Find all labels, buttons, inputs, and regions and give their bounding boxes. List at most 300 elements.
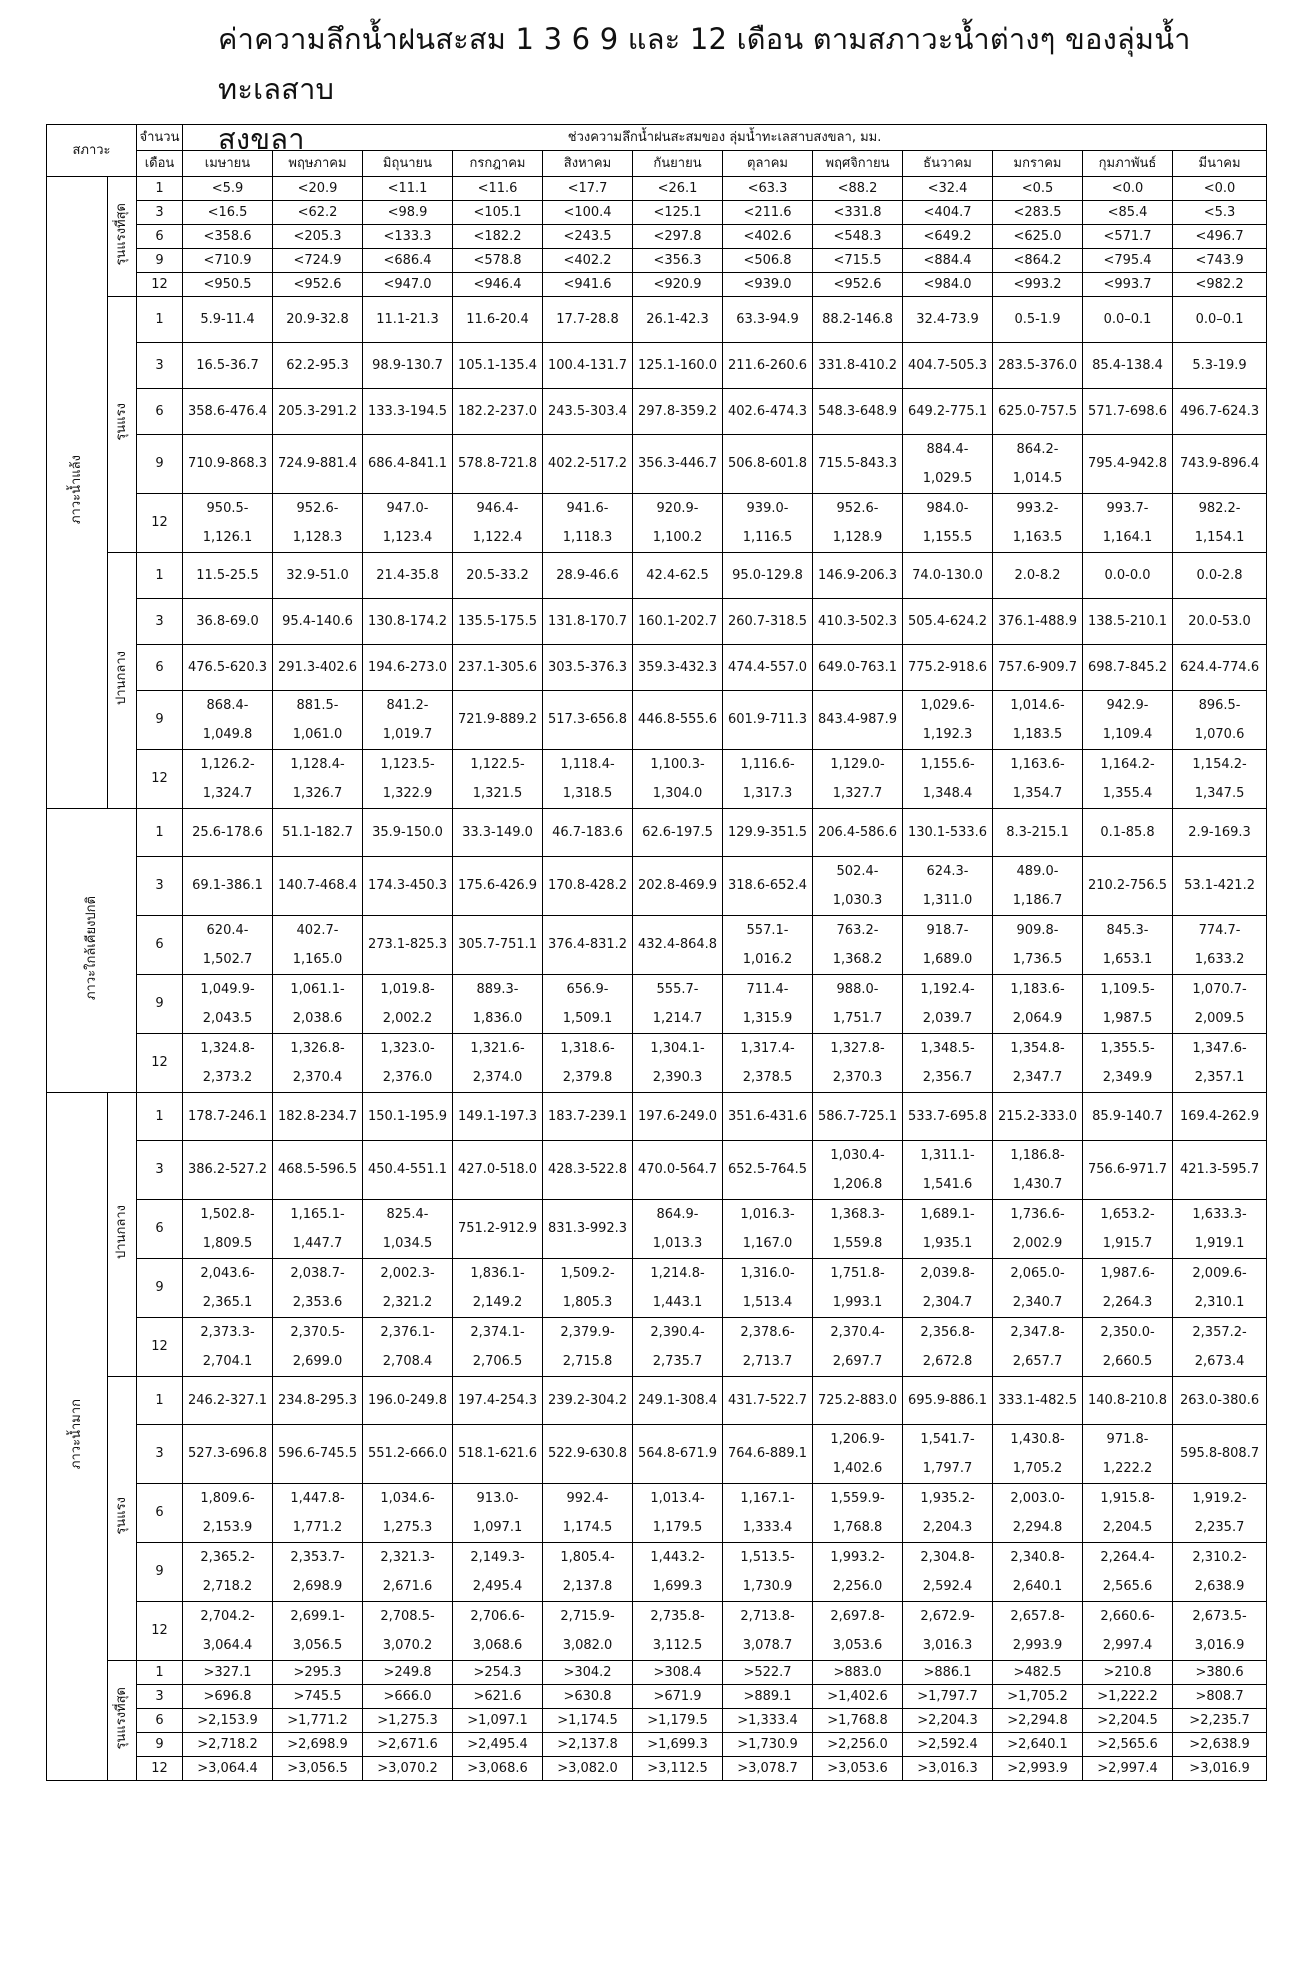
value-cell: 351.6-431.6 bbox=[723, 1093, 813, 1141]
value-cell: >745.5 bbox=[273, 1685, 363, 1709]
table-row bbox=[47, 273, 1267, 297]
value-cell: 297.8-359.2 bbox=[633, 389, 723, 435]
value-cell: 1,165.1- 1,447.7 bbox=[273, 1200, 363, 1259]
value-cell: 686.4-841.1 bbox=[363, 435, 453, 494]
value-cell: 1,443.2- 1,699.3 bbox=[633, 1543, 723, 1602]
value-cell: 450.4-551.1 bbox=[363, 1141, 453, 1200]
value-cell: <984.0 bbox=[903, 273, 993, 297]
value-cell: >327.1 bbox=[183, 1661, 273, 1685]
value-cell: 160.1-202.7 bbox=[633, 599, 723, 645]
header-month: พฤศจิกายน bbox=[813, 151, 903, 177]
value-cell: <105.1 bbox=[453, 201, 543, 225]
value-cell: 2,657.8- 2,993.9 bbox=[993, 1602, 1083, 1661]
value-cell: <5.3 bbox=[1173, 201, 1267, 225]
value-cell: 17.7-28.8 bbox=[543, 297, 633, 343]
value-cell: 474.4-557.0 bbox=[723, 645, 813, 691]
value-cell: 909.8- 1,736.5 bbox=[993, 916, 1083, 975]
value-cell: 2,713.8- 3,078.7 bbox=[723, 1602, 813, 1661]
value-cell: <0.5 bbox=[993, 177, 1083, 201]
value-cell: >254.3 bbox=[453, 1661, 543, 1685]
table-row bbox=[47, 1733, 1267, 1757]
value-cell: 1,653.2- 1,915.7 bbox=[1083, 1200, 1173, 1259]
value-cell: 386.2-527.2 bbox=[183, 1141, 273, 1200]
value-cell: >2,137.8 bbox=[543, 1733, 633, 1757]
condition-group-label: ภาวะน้ำมาก bbox=[47, 1093, 108, 1781]
value-cell: 1,304.1- 2,390.3 bbox=[633, 1034, 723, 1093]
value-cell: 982.2- 1,154.1 bbox=[1173, 494, 1267, 553]
value-cell: 1,348.5- 2,356.7 bbox=[903, 1034, 993, 1093]
value-cell: 376.1-488.9 bbox=[993, 599, 1083, 645]
table-row bbox=[47, 1034, 1267, 1093]
value-cell: >808.7 bbox=[1173, 1685, 1267, 1709]
value-cell: 1,118.4- 1,318.5 bbox=[543, 750, 633, 809]
value-cell: 260.7-318.5 bbox=[723, 599, 813, 645]
value-cell: 864.2- 1,014.5 bbox=[993, 435, 1083, 494]
value-cell: 2,039.8- 2,304.7 bbox=[903, 1259, 993, 1318]
value-cell: 21.4-35.8 bbox=[363, 553, 453, 599]
duration-cell: 9 bbox=[137, 1733, 183, 1757]
value-cell: 624.3- 1,311.0 bbox=[903, 857, 993, 916]
value-cell: >889.1 bbox=[723, 1685, 813, 1709]
value-cell: 206.4-586.6 bbox=[813, 809, 903, 857]
value-cell: 402.2-517.2 bbox=[543, 435, 633, 494]
value-cell: 920.9- 1,100.2 bbox=[633, 494, 723, 553]
value-cell: 698.7-845.2 bbox=[1083, 645, 1173, 691]
value-cell: 11.1-21.3 bbox=[363, 297, 453, 343]
header-duration-line2: เดือน bbox=[137, 151, 183, 177]
table-row bbox=[47, 1484, 1267, 1543]
value-cell: 939.0- 1,116.5 bbox=[723, 494, 813, 553]
duration-cell: 1 bbox=[137, 1661, 183, 1685]
value-cell: 5.3-19.9 bbox=[1173, 343, 1267, 389]
value-cell: 620.4- 1,502.7 bbox=[183, 916, 273, 975]
value-cell: <625.0 bbox=[993, 225, 1083, 249]
value-cell: 183.7-239.1 bbox=[543, 1093, 633, 1141]
value-cell: 555.7- 1,214.7 bbox=[633, 975, 723, 1034]
value-cell: 725.2-883.0 bbox=[813, 1377, 903, 1425]
value-cell: >2,993.9 bbox=[993, 1757, 1083, 1781]
value-cell: >3,070.2 bbox=[363, 1757, 453, 1781]
value-cell: 470.0-564.7 bbox=[633, 1141, 723, 1200]
value-cell: 291.3-402.6 bbox=[273, 645, 363, 691]
value-cell: 993.7- 1,164.1 bbox=[1083, 494, 1173, 553]
table-row bbox=[47, 1425, 1267, 1484]
value-cell: 1,915.8- 2,204.5 bbox=[1083, 1484, 1173, 1543]
table-row bbox=[47, 1543, 1267, 1602]
value-cell: 2,370.4- 2,697.7 bbox=[813, 1318, 903, 1377]
value-cell: 125.1-160.0 bbox=[633, 343, 723, 389]
value-cell: 518.1-621.6 bbox=[453, 1425, 543, 1484]
value-cell: 16.5-36.7 bbox=[183, 343, 273, 389]
duration-cell: 6 bbox=[137, 225, 183, 249]
value-cell: >1,797.7 bbox=[903, 1685, 993, 1709]
value-cell: 2,708.5- 3,070.2 bbox=[363, 1602, 453, 1661]
value-cell: 2,003.0- 2,294.8 bbox=[993, 1484, 1083, 1543]
value-cell: <939.0 bbox=[723, 273, 813, 297]
value-cell: 234.8-295.3 bbox=[273, 1377, 363, 1425]
duration-cell: 9 bbox=[137, 1259, 183, 1318]
value-cell: >249.8 bbox=[363, 1661, 453, 1685]
value-cell: 1,206.9- 1,402.6 bbox=[813, 1425, 903, 1484]
value-cell: 1,183.6- 2,064.9 bbox=[993, 975, 1083, 1034]
duration-cell: 6 bbox=[137, 389, 183, 435]
value-cell: <864.2 bbox=[993, 249, 1083, 273]
value-cell: 135.5-175.5 bbox=[453, 599, 543, 645]
value-cell: >3,016.9 bbox=[1173, 1757, 1267, 1781]
value-cell: 402.6-474.3 bbox=[723, 389, 813, 435]
value-cell: <571.7 bbox=[1083, 225, 1173, 249]
value-cell: 1,070.7- 2,009.5 bbox=[1173, 975, 1267, 1034]
value-cell: 1,116.6- 1,317.3 bbox=[723, 750, 813, 809]
value-cell: 146.9-206.3 bbox=[813, 553, 903, 599]
value-cell: 950.5- 1,126.1 bbox=[183, 494, 273, 553]
value-cell: 1,019.8- 2,002.2 bbox=[363, 975, 453, 1034]
value-cell: 724.9-881.4 bbox=[273, 435, 363, 494]
table-row bbox=[47, 599, 1267, 645]
value-cell: 20.5-33.2 bbox=[453, 553, 543, 599]
value-cell: 918.7- 1,689.0 bbox=[903, 916, 993, 975]
value-cell: 1,318.6- 2,379.8 bbox=[543, 1034, 633, 1093]
value-cell: >295.3 bbox=[273, 1661, 363, 1685]
value-cell: 1,354.8- 2,347.7 bbox=[993, 1034, 1083, 1093]
value-cell: >883.0 bbox=[813, 1661, 903, 1685]
value-cell: 1,049.9- 2,043.5 bbox=[183, 975, 273, 1034]
value-cell: 105.1-135.4 bbox=[453, 343, 543, 389]
duration-cell: 9 bbox=[137, 435, 183, 494]
value-cell: 864.9- 1,013.3 bbox=[633, 1200, 723, 1259]
value-cell: 941.6- 1,118.3 bbox=[543, 494, 633, 553]
value-cell: 2,304.8- 2,592.4 bbox=[903, 1543, 993, 1602]
value-cell: <26.1 bbox=[633, 177, 723, 201]
value-cell: 2,002.3- 2,321.2 bbox=[363, 1259, 453, 1318]
value-cell: 496.7-624.3 bbox=[1173, 389, 1267, 435]
value-cell: 1,326.8- 2,370.4 bbox=[273, 1034, 363, 1093]
value-cell: 1,123.5- 1,322.9 bbox=[363, 750, 453, 809]
value-cell: 1,013.4- 1,179.5 bbox=[633, 1484, 723, 1543]
value-cell: >2,565.6 bbox=[1083, 1733, 1173, 1757]
value-cell: 1,128.4- 1,326.7 bbox=[273, 750, 363, 809]
value-cell: >2,997.4 bbox=[1083, 1757, 1173, 1781]
value-cell: <0.0 bbox=[1173, 177, 1267, 201]
value-cell: 140.8-210.8 bbox=[1083, 1377, 1173, 1425]
value-cell: 169.4-262.9 bbox=[1173, 1093, 1267, 1141]
duration-cell: 9 bbox=[137, 1543, 183, 1602]
value-cell: 743.9-896.4 bbox=[1173, 435, 1267, 494]
value-cell: 1,355.5- 2,349.9 bbox=[1083, 1034, 1173, 1093]
value-cell: 74.0-130.0 bbox=[903, 553, 993, 599]
value-cell: 711.4- 1,315.9 bbox=[723, 975, 813, 1034]
value-cell: >3,056.5 bbox=[273, 1757, 363, 1781]
value-cell: 578.8-721.8 bbox=[453, 435, 543, 494]
duration-cell: 3 bbox=[137, 201, 183, 225]
value-cell: >2,638.9 bbox=[1173, 1733, 1267, 1757]
table-row bbox=[47, 1661, 1267, 1685]
value-cell: 376.4-831.2 bbox=[543, 916, 633, 975]
value-cell: <32.4 bbox=[903, 177, 993, 201]
value-cell: 1,347.6- 2,357.1 bbox=[1173, 1034, 1267, 1093]
severity-label: รุนแรงที่สุด bbox=[108, 177, 137, 297]
value-cell: 1,316.0- 1,513.4 bbox=[723, 1259, 813, 1318]
value-cell: 63.3-94.9 bbox=[723, 297, 813, 343]
value-cell: 1,809.6- 2,153.9 bbox=[183, 1484, 273, 1543]
value-cell: <16.5 bbox=[183, 201, 273, 225]
value-cell: <5.9 bbox=[183, 177, 273, 201]
value-cell: 11.5-25.5 bbox=[183, 553, 273, 599]
value-cell: <283.5 bbox=[993, 201, 1083, 225]
value-cell: 624.4-774.6 bbox=[1173, 645, 1267, 691]
value-cell: 138.5-210.1 bbox=[1083, 599, 1173, 645]
value-cell: 946.4- 1,122.4 bbox=[453, 494, 543, 553]
value-cell: >2,204.3 bbox=[903, 1709, 993, 1733]
value-cell: 215.2-333.0 bbox=[993, 1093, 1083, 1141]
value-cell: 1,192.4- 2,039.7 bbox=[903, 975, 993, 1034]
condition-group-label: ภาวะน้ำแล้ง bbox=[47, 177, 108, 809]
table-row bbox=[47, 297, 1267, 343]
duration-cell: 12 bbox=[137, 494, 183, 553]
table-row bbox=[47, 249, 1267, 273]
value-cell: >621.6 bbox=[453, 1685, 543, 1709]
value-cell: 331.8-410.2 bbox=[813, 343, 903, 389]
table-row bbox=[47, 553, 1267, 599]
value-cell: <506.8 bbox=[723, 249, 813, 273]
value-cell: 1,030.4- 1,206.8 bbox=[813, 1141, 903, 1200]
value-cell: 182.2-237.0 bbox=[453, 389, 543, 435]
value-cell: >671.9 bbox=[633, 1685, 723, 1709]
value-cell: 868.4- 1,049.8 bbox=[183, 691, 273, 750]
value-cell: 1,736.6- 2,002.9 bbox=[993, 1200, 1083, 1259]
value-cell: 2,065.0- 2,340.7 bbox=[993, 1259, 1083, 1318]
value-cell: 1,323.0- 2,376.0 bbox=[363, 1034, 453, 1093]
value-cell: 2,149.3- 2,495.4 bbox=[453, 1543, 543, 1602]
value-cell: <331.8 bbox=[813, 201, 903, 225]
value-cell: 178.7-246.1 bbox=[183, 1093, 273, 1141]
value-cell: 1,541.7- 1,797.7 bbox=[903, 1425, 993, 1484]
value-cell: 2.0-8.2 bbox=[993, 553, 1083, 599]
table-row bbox=[47, 494, 1267, 553]
value-cell: 502.4- 1,030.3 bbox=[813, 857, 903, 916]
value-cell: 992.4- 1,174.5 bbox=[543, 1484, 633, 1543]
value-cell: 2,321.3- 2,671.6 bbox=[363, 1543, 453, 1602]
value-cell: 2,353.7- 2,698.9 bbox=[273, 1543, 363, 1602]
value-cell: 2,704.2- 3,064.4 bbox=[183, 1602, 273, 1661]
value-cell: 446.8-555.6 bbox=[633, 691, 723, 750]
value-cell: 1,311.1- 1,541.6 bbox=[903, 1141, 993, 1200]
value-cell: >482.5 bbox=[993, 1661, 1083, 1685]
value-cell: 95.0-129.8 bbox=[723, 553, 813, 599]
table-row bbox=[47, 1259, 1267, 1318]
value-cell: 2,357.2- 2,673.4 bbox=[1173, 1318, 1267, 1377]
severity-label: รุนแรงที่สุด bbox=[108, 1661, 137, 1781]
value-cell: <743.9 bbox=[1173, 249, 1267, 273]
value-cell: 249.1-308.4 bbox=[633, 1377, 723, 1425]
value-cell: 2.9-169.3 bbox=[1173, 809, 1267, 857]
value-cell: 795.4-942.8 bbox=[1083, 435, 1173, 494]
value-cell: 205.3-291.2 bbox=[273, 389, 363, 435]
table-row bbox=[47, 750, 1267, 809]
value-cell: <297.8 bbox=[633, 225, 723, 249]
header-month: กุมภาพันธ์ bbox=[1083, 151, 1173, 177]
value-cell: >1,179.5 bbox=[633, 1709, 723, 1733]
value-cell: 468.5-596.5 bbox=[273, 1141, 363, 1200]
value-cell: 239.2-304.2 bbox=[543, 1377, 633, 1425]
value-cell: 333.1-482.5 bbox=[993, 1377, 1083, 1425]
value-cell: 2,697.8- 3,053.6 bbox=[813, 1602, 903, 1661]
value-cell: 1,317.4- 2,378.5 bbox=[723, 1034, 813, 1093]
value-cell: 432.4-864.8 bbox=[633, 916, 723, 975]
value-cell: <993.7 bbox=[1083, 273, 1173, 297]
duration-cell: 3 bbox=[137, 1141, 183, 1200]
value-cell: 1,447.8- 1,771.2 bbox=[273, 1484, 363, 1543]
value-cell: <356.3 bbox=[633, 249, 723, 273]
value-cell: 69.1-386.1 bbox=[183, 857, 273, 916]
value-cell: 1,109.5- 1,987.5 bbox=[1083, 975, 1173, 1034]
value-cell: >210.8 bbox=[1083, 1661, 1173, 1685]
condition-group-label: ภาวะใกล้เคียงปกติ bbox=[47, 809, 137, 1093]
value-cell: 601.9-711.3 bbox=[723, 691, 813, 750]
value-cell: 1,368.3- 1,559.8 bbox=[813, 1200, 903, 1259]
value-cell: 2,673.5- 3,016.9 bbox=[1173, 1602, 1267, 1661]
value-cell: <0.0 bbox=[1083, 177, 1173, 201]
value-cell: <715.5 bbox=[813, 249, 903, 273]
value-cell: <62.2 bbox=[273, 201, 363, 225]
duration-cell: 3 bbox=[137, 1685, 183, 1709]
value-cell: 952.6- 1,128.9 bbox=[813, 494, 903, 553]
value-cell: >1,771.2 bbox=[273, 1709, 363, 1733]
value-cell: 305.7-751.1 bbox=[453, 916, 543, 975]
value-cell: 211.6-260.6 bbox=[723, 343, 813, 389]
rainfall-table bbox=[46, 124, 1267, 1781]
value-cell: <402.2 bbox=[543, 249, 633, 273]
value-cell: 85.9-140.7 bbox=[1083, 1093, 1173, 1141]
value-cell: 1,016.3- 1,167.0 bbox=[723, 1200, 813, 1259]
table-row bbox=[47, 975, 1267, 1034]
header-month: มีนาคม bbox=[1173, 151, 1267, 177]
value-cell: 175.6-426.9 bbox=[453, 857, 543, 916]
value-cell: 1,029.6- 1,192.3 bbox=[903, 691, 993, 750]
value-cell: 1,014.6- 1,183.5 bbox=[993, 691, 1083, 750]
value-cell: 942.9- 1,109.4 bbox=[1083, 691, 1173, 750]
value-cell: >2,495.4 bbox=[453, 1733, 543, 1757]
value-cell: 1,836.1- 2,149.2 bbox=[453, 1259, 543, 1318]
severity-label: ปานกลาง bbox=[108, 1093, 137, 1377]
value-cell: >2,235.7 bbox=[1173, 1709, 1267, 1733]
value-cell: 2,660.6- 2,997.4 bbox=[1083, 1602, 1173, 1661]
value-cell: 2,009.6- 2,310.1 bbox=[1173, 1259, 1267, 1318]
value-cell: 551.2-666.0 bbox=[363, 1425, 453, 1484]
value-cell: >1,097.1 bbox=[453, 1709, 543, 1733]
value-cell: <358.6 bbox=[183, 225, 273, 249]
value-cell: 62.6-197.5 bbox=[633, 809, 723, 857]
value-cell: 947.0- 1,123.4 bbox=[363, 494, 453, 553]
value-cell: >3,016.3 bbox=[903, 1757, 993, 1781]
value-cell: >3,068.6 bbox=[453, 1757, 543, 1781]
value-cell: 2,374.1- 2,706.5 bbox=[453, 1318, 543, 1377]
duration-cell: 3 bbox=[137, 599, 183, 645]
value-cell: 2,672.9- 3,016.3 bbox=[903, 1602, 993, 1661]
duration-cell: 6 bbox=[137, 1709, 183, 1733]
severity-label: รุนแรง bbox=[108, 297, 137, 553]
value-cell: 1,061.1- 2,038.6 bbox=[273, 975, 363, 1034]
table-row bbox=[47, 343, 1267, 389]
duration-cell: 3 bbox=[137, 1425, 183, 1484]
value-cell: 1,154.2- 1,347.5 bbox=[1173, 750, 1267, 809]
value-cell: 988.0- 1,751.7 bbox=[813, 975, 903, 1034]
value-cell: 1,100.3- 1,304.0 bbox=[633, 750, 723, 809]
value-cell: 2,715.9- 3,082.0 bbox=[543, 1602, 633, 1661]
value-cell: 517.3-656.8 bbox=[543, 691, 633, 750]
value-cell: >1,222.2 bbox=[1083, 1685, 1173, 1709]
value-cell: <884.4 bbox=[903, 249, 993, 273]
duration-cell: 6 bbox=[137, 1200, 183, 1259]
value-cell: <205.3 bbox=[273, 225, 363, 249]
header-month: กรกฎาคม bbox=[453, 151, 543, 177]
value-cell: 1,509.2- 1,805.3 bbox=[543, 1259, 633, 1318]
value-cell: 410.3-502.3 bbox=[813, 599, 903, 645]
value-cell: 763.2- 1,368.2 bbox=[813, 916, 903, 975]
value-cell: 0.0–0.1 bbox=[1173, 297, 1267, 343]
value-cell: <243.5 bbox=[543, 225, 633, 249]
value-cell: >696.8 bbox=[183, 1685, 273, 1709]
value-cell: >2,204.5 bbox=[1083, 1709, 1173, 1733]
value-cell: 2,378.6- 2,713.7 bbox=[723, 1318, 813, 1377]
value-cell: <11.6 bbox=[453, 177, 543, 201]
value-cell: 150.1-195.9 bbox=[363, 1093, 453, 1141]
value-cell: <795.4 bbox=[1083, 249, 1173, 273]
value-cell: 431.7-522.7 bbox=[723, 1377, 813, 1425]
value-cell: 26.1-42.3 bbox=[633, 297, 723, 343]
header-range-caption: ช่วงความลึกน้ำฝนสะสมของ ลุ่มน้ำทะเลสาบสงขลา, มม. bbox=[183, 125, 1267, 151]
value-cell: 0.0-0.0 bbox=[1083, 553, 1173, 599]
value-cell: >1,699.3 bbox=[633, 1733, 723, 1757]
value-cell: 845.3- 1,653.1 bbox=[1083, 916, 1173, 975]
value-cell: 1,502.8- 1,809.5 bbox=[183, 1200, 273, 1259]
header-month: มกราคม bbox=[993, 151, 1083, 177]
value-cell: 649.0-763.1 bbox=[813, 645, 903, 691]
value-cell: 2,340.8- 2,640.1 bbox=[993, 1543, 1083, 1602]
severity-label: รุนแรง bbox=[108, 1377, 137, 1661]
value-cell: >1,402.6 bbox=[813, 1685, 903, 1709]
value-cell: <20.9 bbox=[273, 177, 363, 201]
table-row bbox=[47, 1093, 1267, 1141]
value-cell: 649.2-775.1 bbox=[903, 389, 993, 435]
value-cell: 283.5-376.0 bbox=[993, 343, 1083, 389]
value-cell: >2,256.0 bbox=[813, 1733, 903, 1757]
value-cell: 1,126.2- 1,324.7 bbox=[183, 750, 273, 809]
value-cell: 318.6-652.4 bbox=[723, 857, 813, 916]
value-cell: 506.8-601.8 bbox=[723, 435, 813, 494]
table-row bbox=[47, 1757, 1267, 1781]
value-cell: <402.6 bbox=[723, 225, 813, 249]
value-cell: 913.0- 1,097.1 bbox=[453, 1484, 543, 1543]
header-condition: สภาวะ bbox=[47, 125, 137, 177]
duration-cell: 1 bbox=[137, 1093, 183, 1141]
value-cell: 53.1-421.2 bbox=[1173, 857, 1267, 916]
table-row bbox=[47, 1318, 1267, 1377]
value-cell: 527.3-696.8 bbox=[183, 1425, 273, 1484]
value-cell: 20.9-32.8 bbox=[273, 297, 363, 343]
value-cell: 98.9-130.7 bbox=[363, 343, 453, 389]
value-cell: 841.2- 1,019.7 bbox=[363, 691, 453, 750]
value-cell: <211.6 bbox=[723, 201, 813, 225]
value-cell: >2,698.9 bbox=[273, 1733, 363, 1757]
value-cell: 1,164.2- 1,355.4 bbox=[1083, 750, 1173, 809]
value-cell: 35.9-150.0 bbox=[363, 809, 453, 857]
value-cell: 36.8-69.0 bbox=[183, 599, 273, 645]
severity-label: ปานกลาง bbox=[108, 553, 137, 809]
duration-cell: 1 bbox=[137, 297, 183, 343]
table-row bbox=[47, 1602, 1267, 1661]
table-row bbox=[47, 1141, 1267, 1200]
